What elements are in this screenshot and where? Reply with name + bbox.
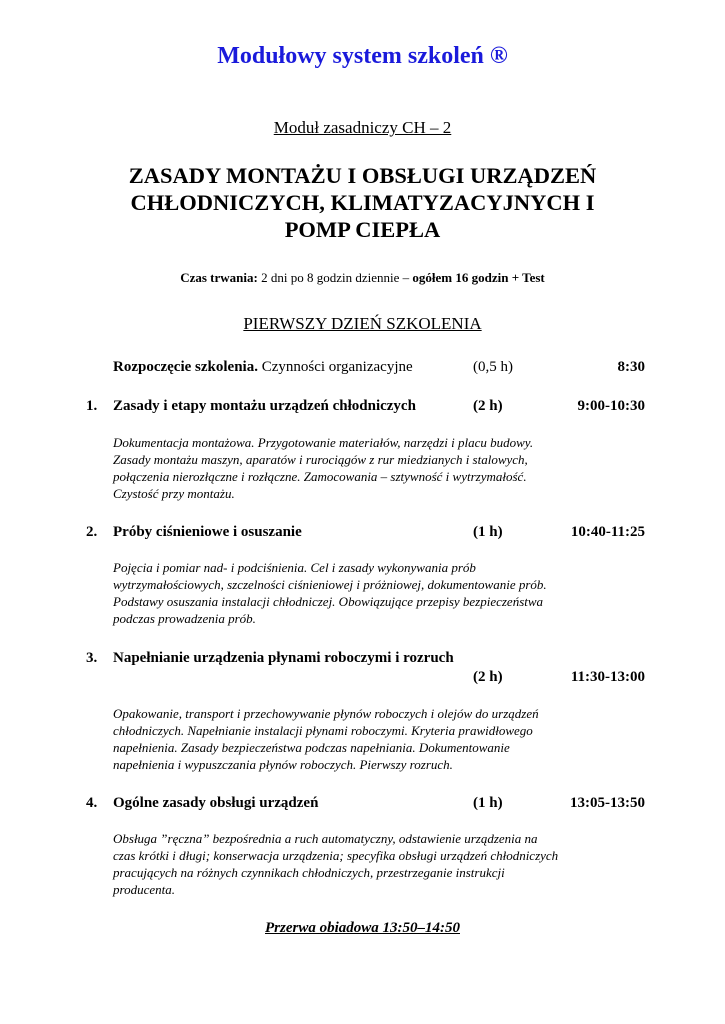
course-title — [0, 162, 725, 243]
session-time: 9:00-10:30 — [577, 398, 645, 414]
session-number: 4. — [86, 795, 98, 811]
session-title: Próby ciśnieniowe i osuszanie — [113, 524, 302, 540]
session-number: 3. — [86, 650, 98, 666]
opening-hours: (0,5 h) — [473, 359, 513, 375]
session-hours: (2 h) — [473, 398, 503, 414]
session-number: 1. — [86, 398, 98, 414]
session-description: Dokumentacja montażowa. Przygotowanie materiałów, narzędzi i placu budowy. Zasady montażu maszyn, aparatów i rurociągów z rur miedzianych i stalowych, połączenia nierozłączne i rozłączne. Zamocowania – sztywność i wytrzymałość. Czystość przy montażu. — [113, 435, 534, 501]
day-heading: PIERWSZY DZIEŃ SZKOLENIA — [243, 314, 482, 333]
course-title-line: CHŁODNICZYCH, KLIMATYZACYJNYCH I — [130, 190, 595, 215]
duration-label: Czas trwania: — [180, 270, 258, 285]
lunch-break: Przerwa obiadowa 13:50–14:50 — [265, 920, 460, 936]
course-title-line: ZASADY MONTAŻU I OBSŁUGI URZĄDZEŃ — [128, 163, 597, 188]
duration-line — [0, 270, 725, 286]
session-hours: (1 h) — [473, 524, 503, 540]
opening-title — [113, 357, 413, 377]
session-description: Opakowanie, transport i przechowywanie płynów roboczych i olejów do urządzeń chłodniczych. Napełnianie instalacji płynami roboczymi. Kryteria prawidłowego napełnienia. Zasady bezpieczeństwa podczas napełniania. Dokumentowanie napełnienia i wypuszczania płynów roboczych. Pierwszy rozruch. — [113, 706, 539, 772]
session-number: 2. — [86, 524, 98, 540]
opening-text: Czynności organizacyjne — [257, 359, 413, 375]
session-description: Obsługa ”ręczna” bezpośrednia a ruch automatyczny, odstawienie urządzenia na czas krótki i długi; konserwacja urządzenia; specyfika obsługi urządzeń chłodniczych pracujących na różnych czynnikach chłodniczych, przestrzeganie instrukcji producenta. — [113, 831, 559, 897]
brand-title: Modułowy system szkoleń ® — [217, 43, 508, 69]
session-title: Napełnianie urządzenia płynami roboczymi i rozruch — [113, 650, 454, 666]
session-hours: (1 h) — [473, 795, 503, 811]
session-description: Pojęcia i pomiar nad- i podciśnienia. Cel i zasady wykonywania prób wytrzymałościowych, szczelności ciśnieniowej i próżniowej, dokumentowanie prób. Podstawy osuszania instalacji chłodniczej. Obowiązujące przepisy bezpieczeństwa podczas prowadzenia prób. — [113, 560, 547, 626]
session-time: 11:30-13:00 — [570, 669, 645, 685]
module-code: Moduł zasadniczy CH – 2 — [273, 118, 452, 137]
session-time: 10:40-11:25 — [570, 524, 645, 540]
session-time: 13:05-13:50 — [570, 795, 645, 811]
duration-text: 2 dni po 8 godzin dziennie – — [257, 270, 413, 285]
opening-time: 8:30 — [617, 359, 645, 375]
session-title: Ogólne zasady obsługi urządzeń — [113, 795, 319, 811]
session-title: Zasady i etapy montażu urządzeń chłodniczych — [113, 398, 416, 414]
session-hours: (2 h) — [473, 669, 503, 685]
course-title-line: POMP CIEPŁA — [284, 217, 441, 242]
opening-bold: Rozpoczęcie szkolenia. — [113, 359, 258, 375]
duration-total: ogółem 16 godzin + Test — [412, 270, 545, 285]
